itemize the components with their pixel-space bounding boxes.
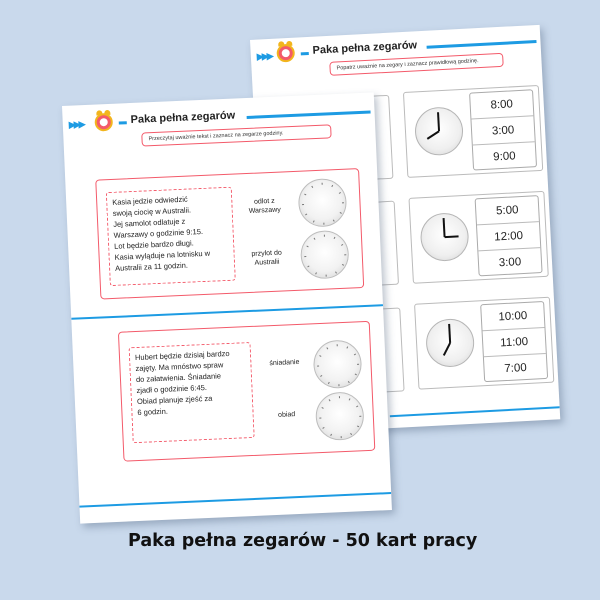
title-line — [427, 40, 537, 49]
alarm-clock-icon — [94, 113, 113, 132]
dial-tick — [313, 220, 315, 222]
footer-line — [79, 492, 391, 508]
dial-tick — [357, 425, 359, 427]
story-line: Warszawy o godzinie 9:15. — [113, 226, 204, 240]
dial-tick — [356, 405, 358, 407]
worksheet-front — [62, 92, 392, 523]
dial-tick — [344, 254, 346, 255]
dial-tick — [302, 204, 304, 205]
story-line: Obiad planuje zjeść za — [136, 393, 213, 407]
time-option[interactable]: 8:00 — [470, 90, 533, 119]
time-option[interactable]: 9:00 — [492, 150, 516, 164]
clock-label: śniadanie — [269, 358, 300, 368]
dial-tick — [326, 275, 327, 277]
dial-tick — [323, 223, 324, 225]
title-accent — [119, 121, 127, 124]
sheet-title: Paka pełna zegarów — [312, 39, 418, 57]
dial-tick — [320, 375, 322, 377]
story-line: Australii za 11 godzin. — [114, 260, 189, 273]
answer-options — [480, 301, 548, 382]
dial-tick — [339, 396, 340, 398]
arrows-icon: ▶▶▶ — [68, 119, 84, 130]
dial-tick — [326, 347, 328, 349]
time-option[interactable]: 3:00 — [498, 256, 522, 270]
clock-label: przylot do Australii — [251, 249, 282, 267]
story-line: do załatwienia. Śniadanie — [135, 371, 222, 385]
dial-tick — [329, 399, 331, 401]
dial-tick — [306, 246, 308, 248]
sheet-title: Paka pełna zegarów — [130, 109, 236, 127]
dial-tick — [319, 355, 321, 357]
dial-tick — [339, 192, 341, 194]
instruction-box: Przeczytaj uważnie tekst i zaznacz na zegarze godziny. — [141, 124, 331, 146]
dial-tick — [311, 186, 313, 188]
dial-tick — [333, 219, 335, 221]
clock-label: obiad — [277, 411, 296, 419]
footer-line — [390, 406, 560, 417]
dial-tick — [357, 364, 359, 365]
time-option[interactable]: 5:00 — [476, 196, 539, 225]
time-option[interactable]: 12:00 — [477, 222, 540, 251]
time-option[interactable]: 10:00 — [481, 302, 544, 331]
arrows-icon: ▶▶▶ — [256, 50, 272, 62]
section-divider — [71, 304, 383, 320]
dial-tick — [319, 417, 321, 418]
dial-tick — [331, 185, 333, 187]
dial-tick — [355, 374, 357, 376]
answer-options — [475, 195, 543, 276]
dial-tick — [305, 213, 307, 215]
dial-tick — [350, 433, 352, 435]
dial-tick — [317, 366, 319, 367]
time-option[interactable]: 7:00 — [504, 361, 528, 376]
time-option[interactable]: 11:00 — [483, 328, 546, 357]
dial-tick — [341, 244, 343, 246]
dial-tick — [337, 344, 338, 346]
dial-tick — [335, 271, 337, 273]
dial-tick — [341, 436, 342, 438]
story-line: swoją ciocię w Australii. — [112, 205, 192, 218]
dial-tick — [304, 256, 306, 257]
dial-tick — [359, 416, 361, 417]
clock-label: odlot z Warszawy — [248, 197, 281, 215]
dial-tick — [354, 353, 356, 355]
title-accent — [301, 52, 309, 55]
dial-tick — [322, 183, 323, 185]
dial-tick — [334, 237, 336, 239]
product-caption: Paka pełna zegarów - 50 kart pracy — [128, 531, 478, 551]
dial-tick — [349, 398, 351, 400]
dial-tick — [315, 272, 317, 274]
story-line: 6 godzin. — [137, 406, 169, 417]
story-line: Kasia wyląduje na lotnisku w — [114, 248, 211, 262]
dial-tick — [314, 238, 316, 240]
time-option[interactable]: 3:00 — [471, 116, 534, 145]
dial-tick — [304, 194, 306, 196]
dial-tick — [330, 434, 332, 436]
story-text — [106, 187, 236, 286]
story-line: Jej samolot odlatuje z — [113, 216, 186, 229]
alarm-clock-icon — [276, 44, 295, 63]
dial-tick — [324, 235, 325, 237]
answer-options — [469, 89, 537, 170]
story-line: Lot będzie bardzo długi. — [113, 238, 194, 251]
story-line: zajęty. Ma mnóstwo spraw — [135, 360, 224, 374]
title-line — [247, 111, 371, 119]
story-line: zjadł o godzinie 6:45. — [136, 382, 208, 396]
dial-tick — [307, 265, 309, 267]
dial-tick — [340, 212, 342, 214]
dial-tick — [342, 202, 344, 203]
dial-tick — [348, 381, 350, 383]
dial-tick — [328, 382, 330, 384]
instruction-box: Popatrz uważnie na zegary i zaznacz prawidłową godzinę. — [329, 53, 503, 76]
story-line: Kasia jedzie odwiedzić — [112, 194, 188, 207]
dial-tick — [321, 407, 323, 409]
story-line: Hubert będzie dzisiaj bardzo — [134, 348, 230, 363]
dial-tick — [342, 264, 344, 266]
dial-tick — [346, 346, 348, 348]
story-text — [129, 342, 255, 443]
dial-tick — [338, 384, 339, 386]
dial-tick — [322, 427, 324, 429]
